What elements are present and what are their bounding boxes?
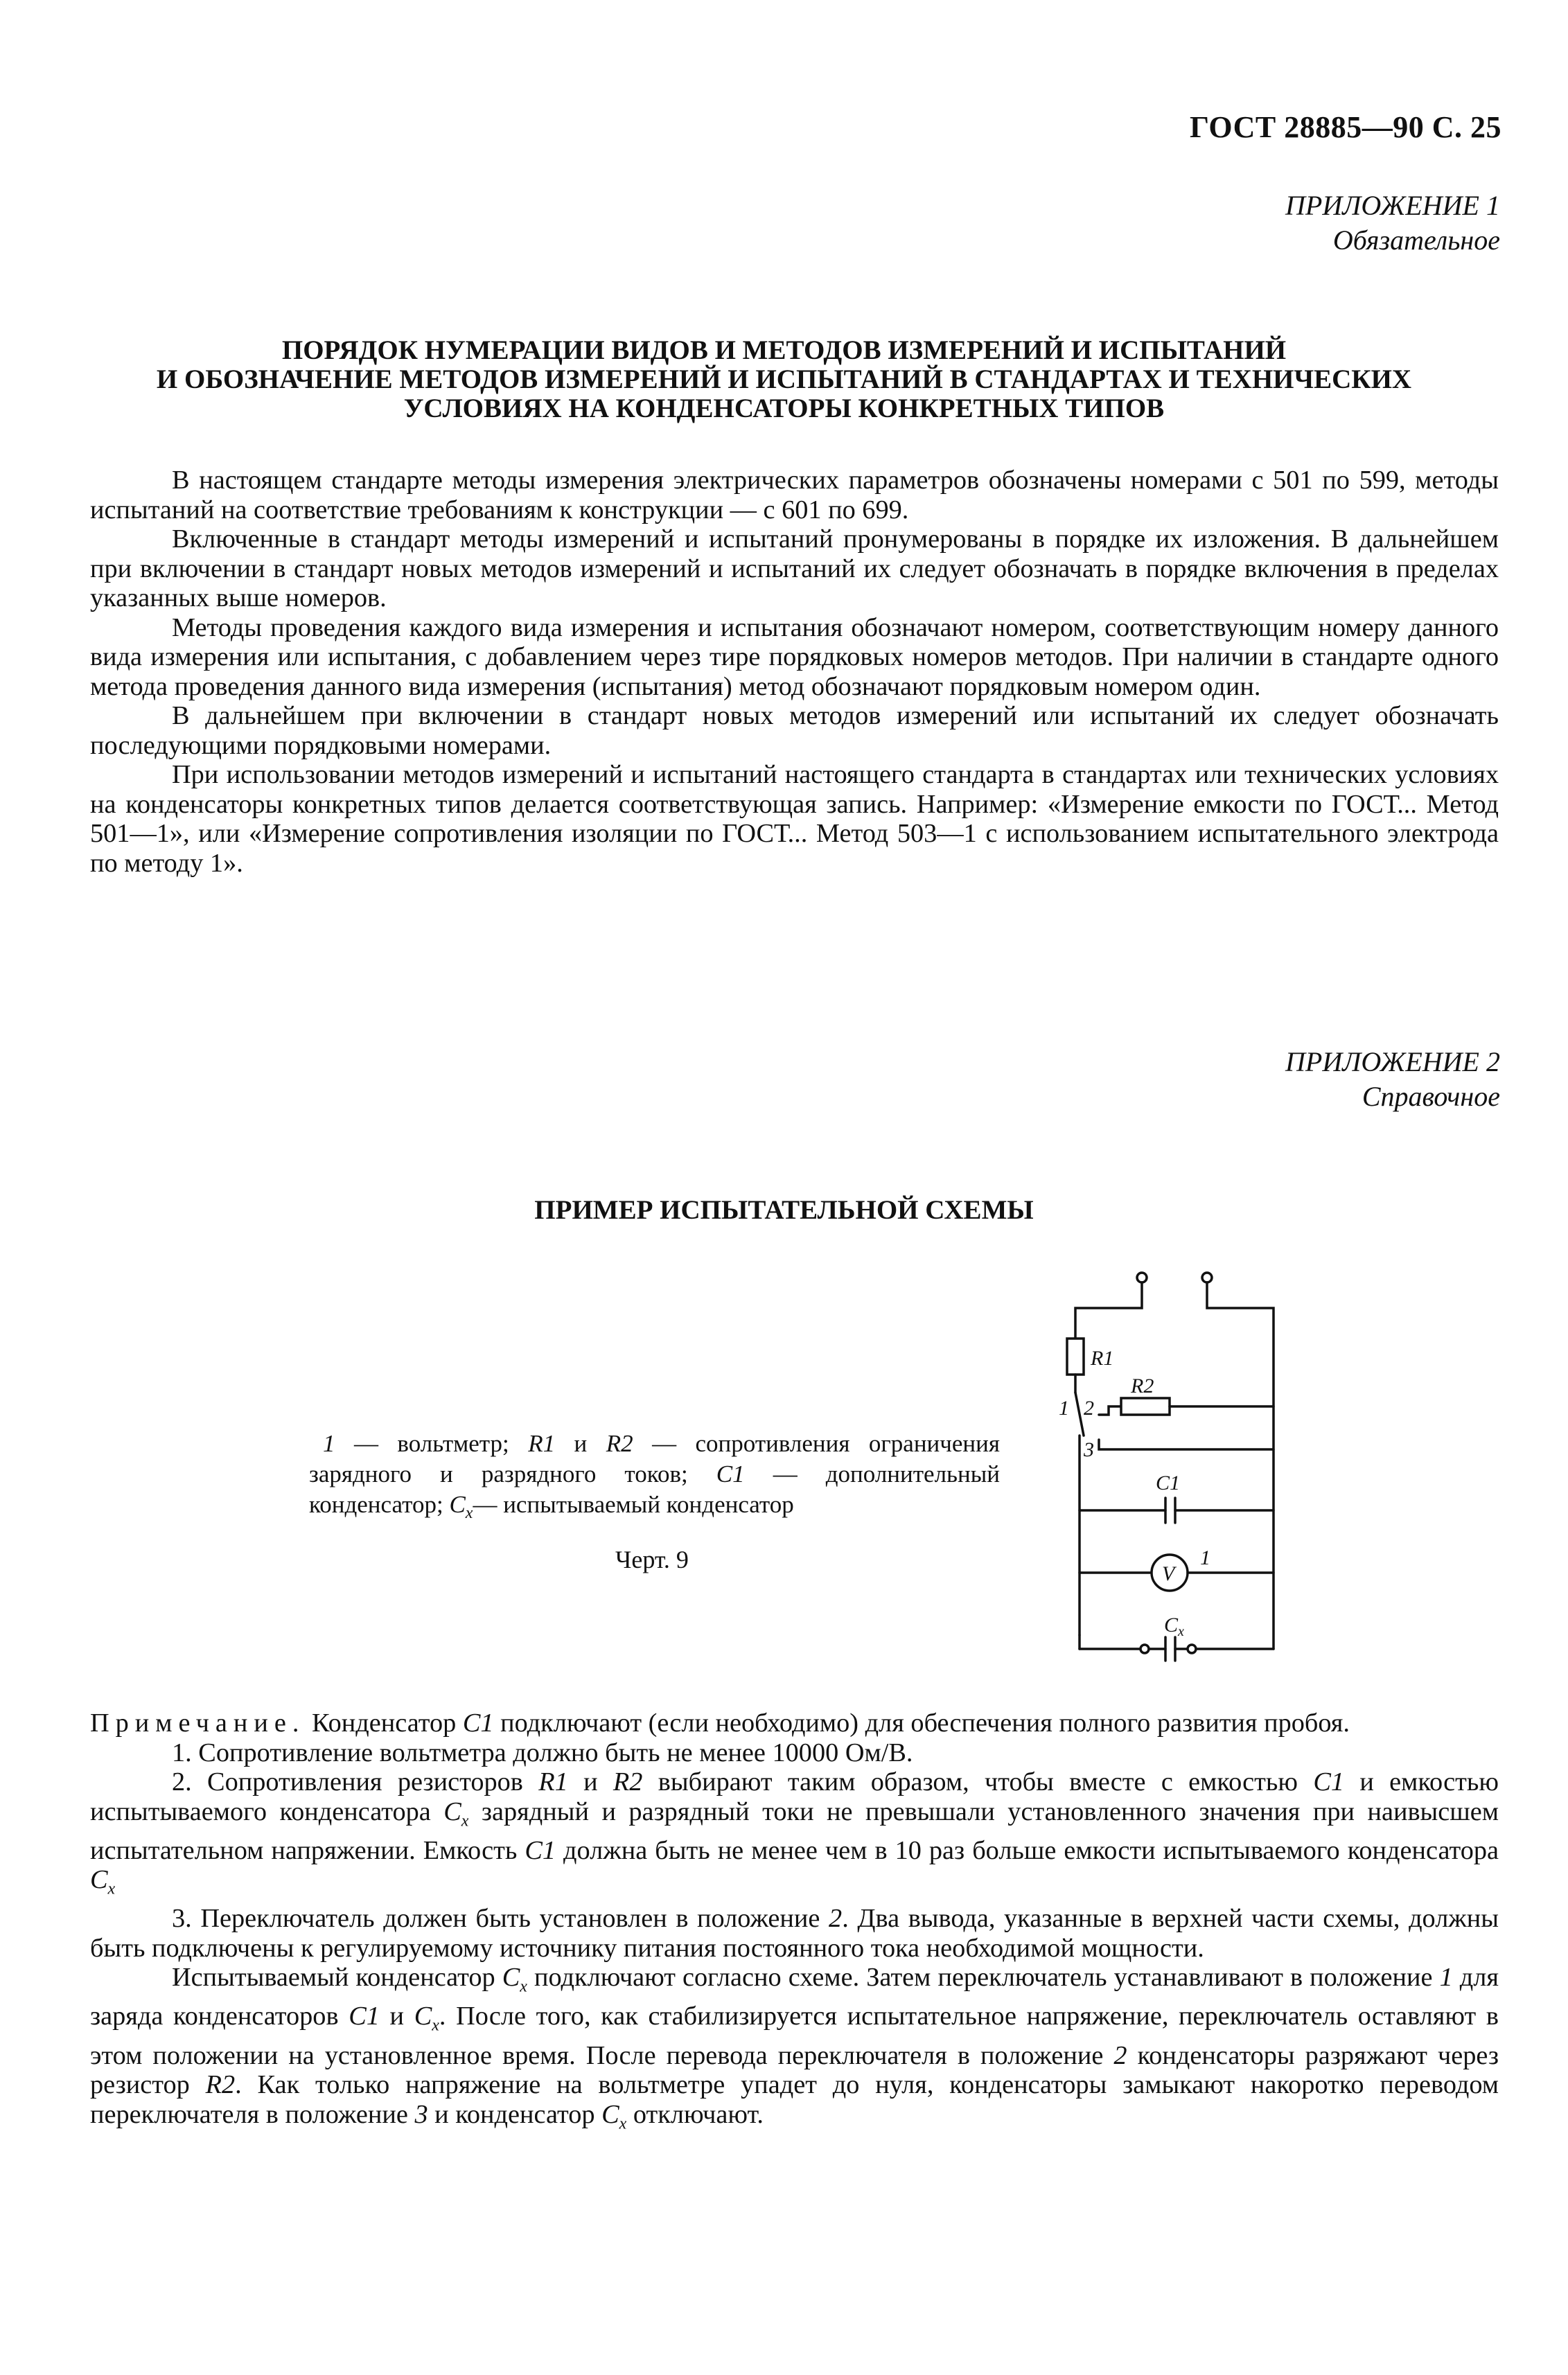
caption-symbol: R1 [528, 1430, 556, 1457]
resistor-r2 [1121, 1398, 1170, 1415]
note-item-1: 1. Сопротивление вольтметра должно быть не менее 10000 Ом/В. [172, 1738, 913, 1767]
section-1-body [90, 466, 1499, 878]
test-circuit-diagram [1039, 1261, 1303, 1690]
symbol: 3 [414, 2099, 428, 2129]
text: и [379, 2002, 414, 2031]
label-pos1: 1 [1059, 1397, 1069, 1420]
symbol: R1 [538, 1767, 568, 1796]
figure-label: Черт. 9 [615, 1546, 689, 1573]
symbol: C1 [1313, 1767, 1345, 1796]
symbol: 1 [1439, 1963, 1453, 1993]
paragraph: При использовании методов измерений и испытаний настоящего стандарта в стандартах или технических условиях на конденсаторы конкретных типов делается соответствующая запись. Например: «Измерение емкости по ГОСТ... Метод 501—1», или «Измерение сопротивления изоляции по ГОСТ... Метод 503—1 с использованием испытательного электрода по методу 1». [90, 760, 1499, 878]
resistor-r1 [1067, 1339, 1084, 1375]
caption-text: — испытываемый конденсатор [473, 1491, 794, 1518]
symbol: C [502, 1963, 520, 1993]
label-r1: R1 [1091, 1347, 1114, 1370]
document-reference: ГОСТ 28885—90 С. 25 [1189, 110, 1501, 144]
annex-2-label: ПРИЛОЖЕНИЕ 2 [1285, 1046, 1500, 1077]
subscript: x [107, 1880, 116, 1898]
subscript: x [432, 2017, 439, 2036]
annex-2-status: Справочное [1362, 1081, 1500, 1112]
annex-1-status: Обязательное [1332, 224, 1500, 256]
symbol: C1 [525, 1835, 556, 1865]
caption-text: — вольтметр; [335, 1430, 529, 1457]
text: Конденсатор [305, 1709, 463, 1738]
section-1-title [69, 336, 1499, 423]
text: 2. Сопротивления резисторов [172, 1767, 539, 1796]
wire [1207, 1282, 1274, 1649]
terminal-right [1202, 1273, 1212, 1282]
label-r2: R2 [1131, 1375, 1154, 1397]
text: и [567, 1767, 613, 1796]
note-heading [90, 1709, 1499, 1738]
label-c1: C1 [1156, 1472, 1181, 1494]
text: конденсаторы разряжают через резистор [90, 2040, 1499, 2100]
title-line: УСЛОВИЯХ НА КОНДЕНСАТОРЫ КОНКРЕТНЫХ ТИПОВ [403, 394, 1165, 423]
caption-num: 1 [323, 1430, 335, 1457]
symbol: 2 [829, 1904, 843, 1934]
text: и емкостью испытываемого конденсатора [90, 1767, 1499, 1826]
label-cx: $C_x$ [1164, 1614, 1184, 1639]
symbol: C [90, 1865, 108, 1895]
cx-terminal-right [1188, 1645, 1196, 1653]
switch-blade [1075, 1393, 1084, 1436]
label-voltmeter: V [1162, 1562, 1175, 1585]
label-pos2: 2 [1084, 1397, 1094, 1420]
notes-section [90, 1709, 1499, 2139]
wire [1099, 1406, 1121, 1415]
caption-text: — сопротивления ограничения зарядного и разрядного токов; [309, 1430, 1000, 1487]
symbol: C1 [462, 1709, 494, 1738]
section-2-title: ПРИМЕР ИСПЫТАТЕЛЬНОЙ СХЕМЫ [534, 1195, 1034, 1225]
note-item-3 [90, 1904, 1499, 1963]
text: выбирают таким образом, чтобы вместе с емкостью [642, 1767, 1314, 1796]
note-item-2 [90, 1767, 1499, 1904]
cx-terminal-left [1140, 1645, 1149, 1653]
annex-1-label: ПРИЛОЖЕНИЕ 1 [1285, 190, 1500, 221]
symbol: R2 [205, 2070, 236, 2100]
text: зарядный и разрядный токи не превышали установленного значения при наивысшем испытательном напряжении. Емкость [90, 1796, 1499, 1865]
paragraph: В настоящем стандарте методы измерения электрических параметров обозначены номерами с 501 по 599, методы испытаний на соответствие требованиям к конструкции — с 601 по 699. [90, 466, 1499, 524]
wire [1099, 1440, 1274, 1449]
terminal-left [1137, 1273, 1147, 1282]
text: . После того, как стабилизируется испытательное напряжение, переключатель оставляют в этом положении на установленное время. После перевода переключателя в положение [90, 2002, 1499, 2070]
title-line: И ОБОЗНАЧЕНИЕ МЕТОДОВ ИЗМЕРЕНИЙ И ИСПЫТАНИЙ В СТАНДАРТАХ И ТЕХНИЧЕСКИХ [156, 364, 1412, 394]
paragraph: Методы проведения каждого вида измерения и испытания обозначают номером, соответствующим номеру данного вида измерения или испытания, с добавлением через тире порядковых номеров методов. При наличии в стандарте одного метода проведения данного вида измерения (испытания) метод обозначают порядковым номером один. [90, 612, 1499, 701]
wire [1075, 1282, 1142, 1339]
text: отключают. [626, 2099, 764, 2129]
caption-text: и [555, 1430, 606, 1457]
text: должна быть не менее чем в 10 раз больше емкости испытываемого конденсатора [556, 1835, 1499, 1865]
paragraph: Включенные в стандарт методы измерений и испытаний пронумерованы в порядке их изложения. В дальнейшем при включении в стандарт новых методов измерений и испытаний их следует обозначать в порядке включения в пределах указанных выше номеров. [90, 524, 1499, 612]
text: подключают (если необходимо) для обеспечения полного развития пробоя. [493, 1709, 1350, 1738]
symbol: C [601, 2099, 619, 2129]
text: . Два вывода, указанные в верхней части схемы, должны быть подключены к регулируемому источнику питания постоянного тока необходимой мощности. [90, 1904, 1499, 1963]
paragraph: В дальнейшем при включении в стандарт новых методов измерений или испытаний их следует обозначать последующими порядковыми номерами. [90, 701, 1499, 760]
subscript: x [520, 1977, 527, 1996]
text: 3. Переключатель должен быть установлен в положение [172, 1904, 829, 1934]
text: . Как только напряжение на вольтметре упадет до нуля, конденсаторы замыкают накоротко переводом переключателя в положение [90, 2070, 1499, 2129]
note-word: Примечание. [90, 1709, 306, 1738]
text: подключают согласно схеме. Затем переключатель устанавливают в положение [527, 1963, 1440, 1993]
caption-text: — дополнительный конденсатор; [309, 1460, 1000, 1518]
title-line: ПОРЯДОК НУМЕРАЦИИ ВИДОВ И МЕТОДОВ ИЗМЕРЕНИЙ И ИСПЫТАНИЙ [281, 335, 1287, 365]
caption-symbol: C [449, 1491, 466, 1518]
symbol: C1 [349, 2002, 380, 2031]
annex-1-heading [1285, 188, 1500, 258]
caption-symbol: R2 [606, 1430, 633, 1457]
symbol: C [443, 1796, 461, 1826]
subscript: x [461, 1812, 469, 1830]
text: и конденсатор [428, 2099, 602, 2129]
annex-2-heading [1285, 1045, 1500, 1114]
caption-symbol: C1 [716, 1460, 745, 1487]
symbol: C [414, 2002, 432, 2031]
subscript: x [619, 2114, 627, 2133]
symbol: 2 [1113, 2040, 1127, 2070]
label-pos3: 3 [1084, 1438, 1094, 1461]
caption-subscript: x [465, 1504, 473, 1522]
text: для заряда конденсаторов [90, 1963, 1499, 2031]
label-voltmeter-num: 1 [1200, 1546, 1210, 1569]
symbol: R2 [613, 1767, 643, 1796]
figure-caption [309, 1429, 1000, 1528]
procedure-paragraph [90, 1963, 1499, 2138]
text: Испытываемый конденсатор [172, 1963, 502, 1993]
